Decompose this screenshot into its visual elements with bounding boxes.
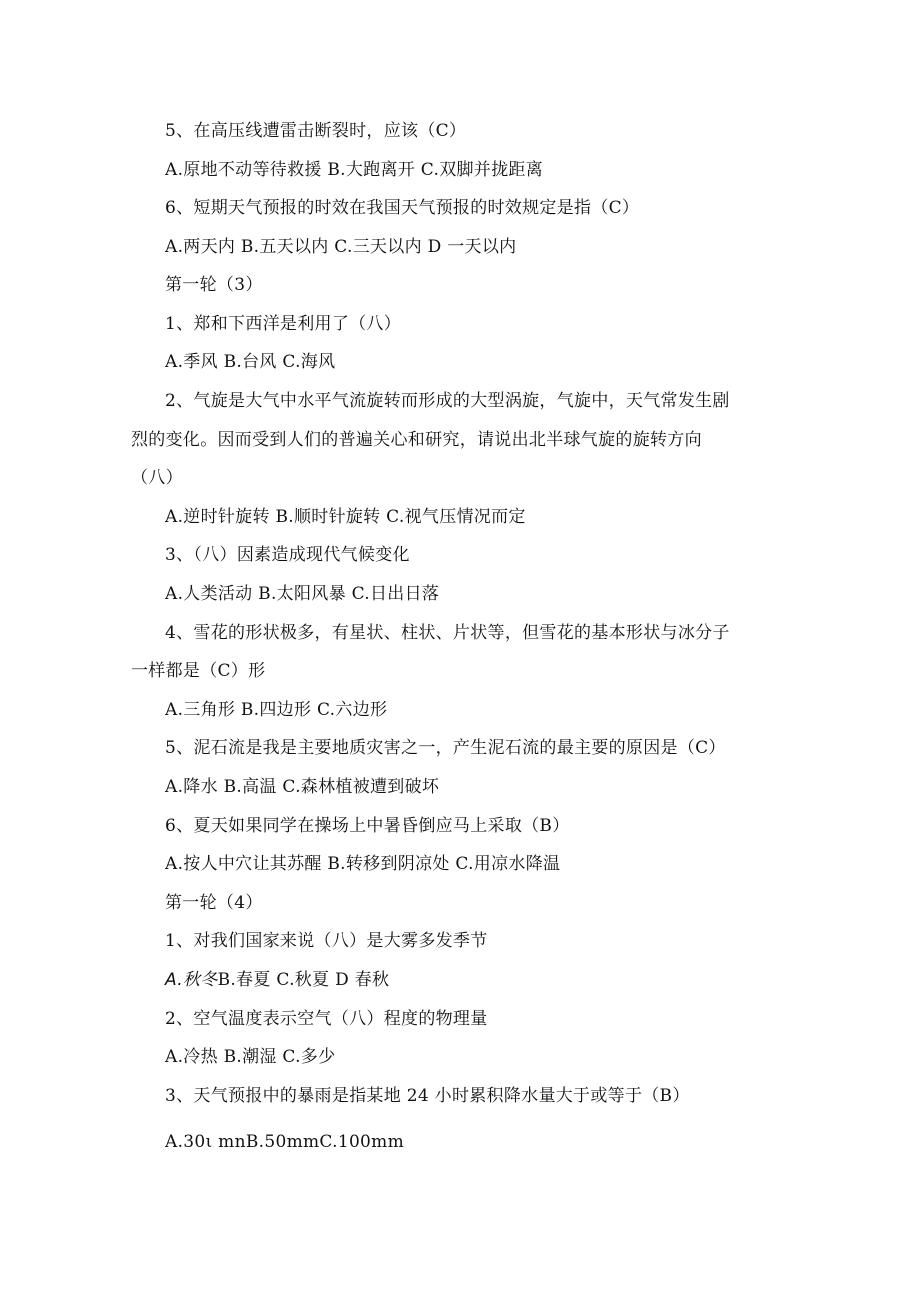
round3-question-6-text: 6、夏天如果同学在操场上中暑昏倒应马上采取（B） <box>165 816 570 836</box>
round3-question-3-options: A.人类活动 B.太阳风暴 C.日出日落 <box>165 584 440 604</box>
round4-question-1-option-a: A.秋冬 <box>165 970 218 990</box>
round3-question-4-options: A.三角形 B.四边形 C.六边形 <box>165 700 388 720</box>
round4-question-1-text: 1、对我们国家来说（八）是大雾多发季节 <box>165 931 488 951</box>
round4-question-3-options: A.30ι mnB.50mmC.100mm <box>165 1132 405 1152</box>
round3-question-5-options: A.降水 B.高温 C.森林植被遭到破坏 <box>165 777 440 797</box>
round3-question-4-text-line1: 4、雪花的形状极多，有星状、柱状、片状等，但雪花的基本形状与冰分子 <box>165 623 730 643</box>
round4-question-3-text: 3、天气预报中的暴雨是指某地 24 小时累积降水量大于或等于（B） <box>165 1086 690 1106</box>
question-5-options: A.原地不动等待救援 B.大跑离开 C.双脚并拢距离 <box>165 160 543 180</box>
round3-question-4-text-line2: 一样都是（C）形 <box>131 661 266 681</box>
section-heading-round-3: 第一轮（3） <box>165 275 263 295</box>
round3-question-2-text-line3: （八） <box>131 468 183 488</box>
round4-question-2-text: 2、空气温度表示空气（八）程度的物理量 <box>165 1009 488 1029</box>
round4-question-2-options: A.冷热 B.潮湿 C.多少 <box>165 1047 336 1067</box>
section-heading-round-4: 第一轮（4） <box>165 893 263 913</box>
round3-question-3-text: 3、（八）因素造成现代气候变化 <box>165 545 410 565</box>
round4-question-1-options-rest: B.春夏 C.秋夏 D 春秋 <box>217 970 390 990</box>
round3-question-2-text-line2: 烈的变化。因而受到人们的普遍关心和研究，请说出北半球气旋的旋转方向 <box>131 430 702 450</box>
round4-question-1-options <box>165 969 389 991</box>
round3-question-2-text-line1: 2、气旋是大气中水平气流旋转而形成的大型涡旋，气旋中，天气常发生剧 <box>165 391 730 411</box>
round3-question-5-text: 5、泥石流是我是主要地质灾害之一，产生泥石流的最主要的原因是（C） <box>165 738 726 758</box>
question-6-options: A.两天内 B.五天以内 C.三天以内 D 一天以内 <box>165 237 517 257</box>
question-6-text: 6、短期天气预报的时效在我国天气预报的时效规定是指（C） <box>165 198 640 218</box>
round3-question-1-options: A.季风 B.台风 C.海风 <box>165 352 336 372</box>
round3-question-2-options: A.逆时针旋转 B.顺时针旋转 C.视气压情况而定 <box>165 507 526 527</box>
question-5-text: 5、在高压线遭雷击断裂时，应该（C） <box>165 121 467 141</box>
round3-question-1-text: 1、郑和下西洋是利用了（八） <box>165 314 402 334</box>
round3-question-6-options: A.按人中穴让其苏醒 B.转移到阴凉处 C.用凉水降温 <box>165 854 561 874</box>
